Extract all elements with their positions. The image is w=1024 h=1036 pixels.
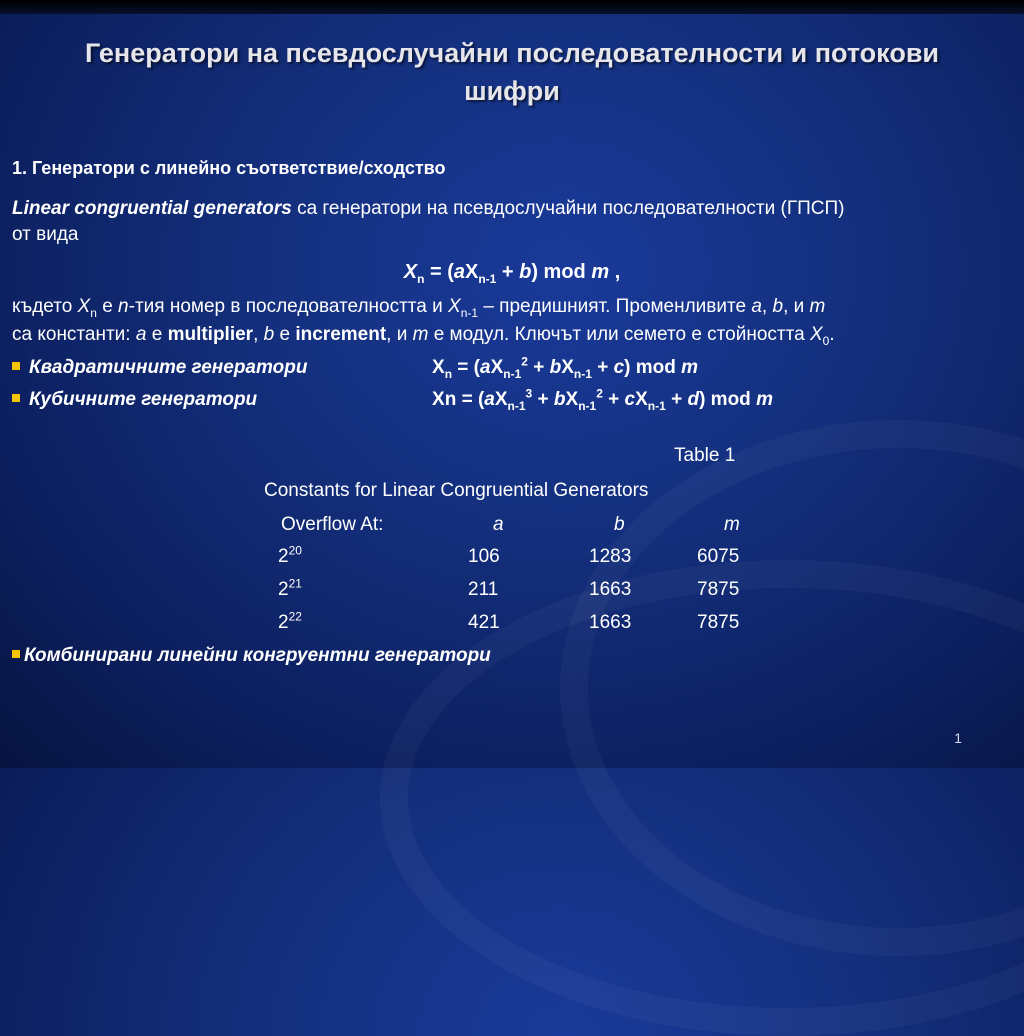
bullet-cubic-label: Кубичните генератори	[29, 389, 258, 410]
bullet-quadratic-label: Квадратичните генератори	[29, 357, 308, 378]
f-b: b	[519, 261, 532, 283]
q-n2: n-1	[573, 366, 592, 381]
q-mod: ) mod	[624, 357, 682, 378]
c-n3: n-1	[647, 398, 666, 413]
table-row-2-m: 7875	[697, 579, 740, 600]
table-row-3-b: 1663	[589, 612, 632, 633]
w1-n1: n-1	[460, 305, 479, 320]
w2-b: b	[263, 324, 275, 345]
c-n: n	[444, 389, 457, 410]
c-exp1: 3	[525, 386, 533, 401]
c-x3: X	[635, 389, 648, 410]
intro-line-1	[12, 196, 845, 221]
slide-number: 1	[954, 730, 962, 746]
w2-p3: е	[274, 324, 296, 345]
where-line-2	[12, 322, 835, 347]
w1-x: X	[77, 296, 91, 317]
w1-c1: ,	[761, 296, 773, 317]
intro-line-2: от вида	[12, 224, 79, 245]
c-m: m	[756, 389, 773, 410]
table-header-a: a	[493, 514, 504, 535]
q-b: b	[549, 357, 562, 378]
c-x: X	[432, 389, 445, 410]
intro-term: Linear congruential generators	[12, 198, 292, 219]
table-row-3-overflow	[278, 611, 302, 635]
w1-a: a	[751, 296, 762, 317]
table-row-1-b: 1283	[589, 546, 632, 567]
f-n1: n-1	[478, 272, 497, 286]
w2-c1: ,	[253, 324, 264, 345]
table-header-overflow: Overflow At:	[281, 514, 384, 535]
q-n1: n-1	[503, 366, 522, 381]
c-mod: ) mod	[699, 389, 757, 410]
c-eq: = (	[456, 389, 485, 410]
c-a: a	[484, 389, 495, 410]
bullet-combined	[12, 643, 491, 668]
q-n: n	[444, 366, 453, 381]
c-n1: n-1	[507, 398, 526, 413]
w2-x: X	[809, 324, 823, 345]
table-title: Constants for Linear Congruential Generators	[264, 480, 649, 501]
w1-ni: n	[118, 296, 129, 317]
w1-p1: където	[12, 296, 78, 317]
q-c: c	[613, 357, 625, 378]
c-plus3: +	[665, 389, 688, 410]
w1-m: m	[809, 296, 826, 317]
w2-zero: 0	[822, 333, 830, 348]
w1-x2: X	[448, 296, 461, 317]
w1-n: n	[90, 305, 97, 320]
table-row-2-b: 1663	[589, 579, 632, 600]
q-exp: 2	[521, 354, 528, 369]
c-exp2: 2	[596, 386, 603, 401]
f-x: X	[403, 261, 418, 283]
table-row-3-m: 7875	[697, 612, 740, 633]
quadratic-formula	[432, 355, 698, 380]
bullet-cubic	[12, 387, 257, 412]
q-m: m	[681, 357, 699, 378]
w2-a: a	[135, 324, 147, 345]
table-row-1-overflow	[278, 545, 302, 569]
f-tail: ,	[609, 261, 621, 283]
w1-b: b	[772, 296, 784, 317]
bullet-square-icon	[12, 362, 20, 370]
bullet-square-icon	[12, 394, 20, 402]
bullet-combined-label: Комбинирани линейни конгруентни генератори	[24, 645, 491, 666]
bullet-quadratic	[12, 355, 307, 380]
c-b: b	[553, 389, 566, 410]
f-m: m	[591, 261, 610, 283]
q-a: a	[480, 357, 491, 378]
table-header-m: m	[724, 514, 740, 535]
row3-exp: 22	[288, 609, 302, 624]
f-mod: ) mod	[531, 261, 592, 283]
row2-exp: 21	[288, 576, 302, 591]
f-n: n	[417, 272, 425, 286]
row1-base: 2	[278, 546, 289, 567]
where-line-1	[12, 294, 825, 319]
w1-c2: , и	[783, 296, 810, 317]
cubic-formula	[432, 387, 773, 412]
table-row-1-m: 6075	[697, 546, 740, 567]
c-n2: n-1	[578, 398, 597, 413]
intro-rest: са генератори на псевдослучайни последователности (ГПСП)	[291, 198, 845, 219]
table-row-3-a: 421	[468, 612, 500, 633]
table-row-1-a: 106	[468, 546, 500, 567]
table-row-2-a: 211	[468, 579, 499, 600]
q-plus1: +	[527, 357, 550, 378]
q-x2: X	[561, 357, 574, 378]
w1-p4: – предишният. Променливите	[478, 296, 752, 317]
table-row-2-overflow	[278, 578, 302, 602]
f-plus: +	[496, 261, 520, 283]
q-eq: = (	[452, 357, 481, 378]
c-x1: X	[494, 389, 508, 410]
q-x: X	[432, 357, 445, 378]
q-x1: X	[490, 357, 504, 378]
c-c: c	[624, 389, 636, 410]
c-x2: X	[565, 389, 579, 410]
w2-m: m	[412, 324, 429, 345]
c-plus1: +	[532, 389, 554, 410]
main-formula	[0, 260, 1024, 285]
w2-p2: е	[146, 324, 168, 345]
f-x2: X	[464, 261, 479, 283]
q-plus2: +	[591, 357, 614, 378]
table-header-b: b	[614, 514, 625, 535]
c-d: d	[687, 389, 700, 410]
f-a: a	[453, 261, 465, 283]
row3-base: 2	[278, 612, 289, 633]
table-caption: Table 1	[674, 445, 736, 466]
c-plus2: +	[602, 389, 625, 410]
w1-p2: е	[96, 296, 119, 317]
w2-c2: , и	[386, 324, 413, 345]
w2-dot: .	[829, 324, 835, 345]
section-heading: 1. Генератори с линейно съответствие/сходство	[12, 158, 446, 178]
row2-base: 2	[278, 579, 289, 600]
slide-title: Генератори на псевдослучайни последователности и потокови шифри	[84, 38, 940, 106]
w2-multiplier: multiplier	[167, 324, 254, 345]
w1-p3: -тия номер в последователността и	[128, 296, 449, 317]
row1-exp: 20	[288, 543, 302, 558]
f-eq: = (	[424, 261, 454, 283]
w2-p4: е модул. Ключът или семето е стойността	[428, 324, 810, 345]
bullet-square-icon	[12, 650, 20, 658]
w2-increment: increment	[295, 324, 387, 345]
top-dark-band	[0, 0, 1024, 14]
w2-p1: са константи:	[12, 324, 136, 345]
